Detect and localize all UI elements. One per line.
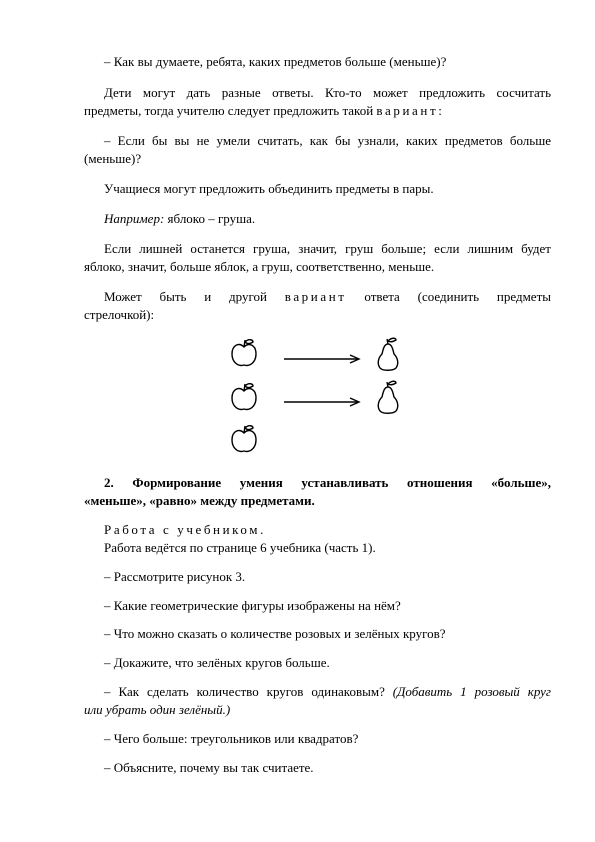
italic-answer: (Добавить 1 розовый круг xyxy=(392,684,551,699)
text: стрелочкой): xyxy=(84,307,155,322)
spaced-word: вариант xyxy=(284,289,347,304)
question-line-1 xyxy=(104,53,551,71)
text: Работа с учебником. xyxy=(104,522,266,537)
question-shapes xyxy=(104,597,551,615)
apple-icon xyxy=(232,426,256,452)
section-2-heading-cont xyxy=(84,492,551,510)
paragraph-variant xyxy=(104,288,551,306)
pear-icon xyxy=(378,381,397,413)
work-text xyxy=(104,539,551,557)
text: 2. Формирование умения устанавливать отношения «больше», xyxy=(104,475,551,490)
question-equal xyxy=(104,683,551,701)
question-explain xyxy=(104,759,551,777)
spaced-word: вариант xyxy=(376,103,439,118)
text: – Какие геометрические фигуры изображены на нём? xyxy=(104,598,401,613)
text: Если лишней останется груша, значит, груш больше; если лишним будет xyxy=(104,241,551,256)
question-look xyxy=(104,568,551,586)
text: Работа ведётся по странице 6 учебника (часть 1). xyxy=(104,540,376,555)
question-prove xyxy=(104,654,551,672)
question-line-2 xyxy=(104,132,551,150)
apple-icon xyxy=(232,340,256,366)
text: ответа (соединить предметы xyxy=(346,289,551,304)
text: – Если бы вы не умели считать, как бы узнали, каких предметов больше xyxy=(104,133,551,148)
example-line xyxy=(104,210,551,228)
text: предметы, тогда учителю следует предложить такой xyxy=(84,103,377,118)
italic-answer: или убрать один зелёный.) xyxy=(84,702,231,717)
paragraph-leftover-cont xyxy=(84,258,551,276)
question-circles xyxy=(104,625,551,643)
text: – Как вы думаете, ребята, каких предметов больше (меньше)? xyxy=(104,54,447,69)
question-line-2-cont xyxy=(84,150,551,168)
question-equal-cont xyxy=(84,701,551,719)
text: Может быть и другой xyxy=(104,289,285,304)
section-2-heading xyxy=(104,474,551,492)
work-title xyxy=(104,521,551,539)
arrow-icon xyxy=(284,398,359,406)
text: «меньше», «равно» между предметами. xyxy=(84,493,315,508)
text: – Рассмотрите рисунок 3. xyxy=(104,569,246,584)
text: – Объясните, почему вы так считаете. xyxy=(104,760,314,775)
question-triangles xyxy=(104,730,551,748)
text: – Как сделать количество кругов одинаковым? xyxy=(104,684,393,699)
paragraph-children-answers-cont xyxy=(84,102,551,120)
text: (меньше)? xyxy=(84,151,142,166)
text: – Докажите, что зелёных кругов больше. xyxy=(104,655,330,670)
text: Учащиеся могут предложить объединить предметы в пары. xyxy=(104,181,434,196)
example-label: Например: xyxy=(104,211,165,226)
arrow-icon xyxy=(284,355,359,363)
paragraph-leftover xyxy=(104,240,551,258)
paragraph-variant-cont xyxy=(84,306,551,324)
text: яблоко, значит, больше яблок, а груш, соответственно, меньше. xyxy=(84,259,435,274)
paragraph-pairs xyxy=(104,180,551,198)
paragraph-children-answers xyxy=(104,84,551,102)
pear-icon xyxy=(378,338,397,370)
text: : xyxy=(438,103,442,118)
text: Дети могут дать разные ответы. Кто-то может предложить сосчитать xyxy=(104,85,551,100)
text: – Чего больше: треугольников или квадратов? xyxy=(104,731,359,746)
text: яблоко – груша. xyxy=(164,211,256,226)
apple-icon xyxy=(232,384,256,410)
apples-pears-figure xyxy=(228,330,418,460)
text: – Что можно сказать о количестве розовых и зелёных кругов? xyxy=(104,626,446,641)
